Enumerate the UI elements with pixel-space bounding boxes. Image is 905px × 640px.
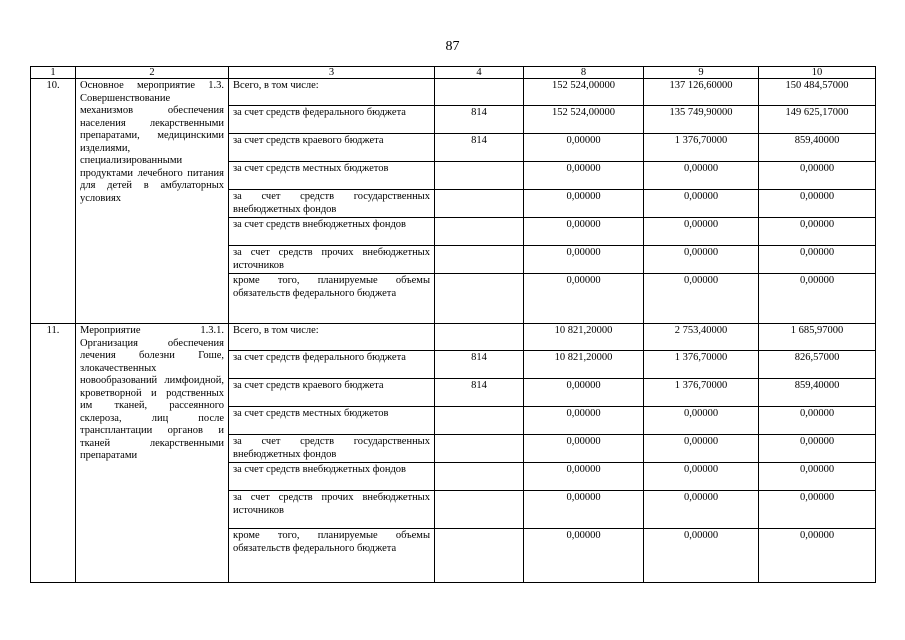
value-col-9: 0,00000 <box>644 218 759 246</box>
budget-code <box>435 162 524 190</box>
value-col-10: 0,00000 <box>759 407 876 435</box>
value-col-8: 10 821,20000 <box>524 324 644 351</box>
value-col-10: 1 685,97000 <box>759 324 876 351</box>
value-col-10: 0,00000 <box>759 491 876 529</box>
column-number: 1 <box>31 67 76 79</box>
budget-code <box>435 79 524 106</box>
value-col-8: 0,00000 <box>524 379 644 407</box>
value-col-9: 0,00000 <box>644 407 759 435</box>
budget-code <box>435 435 524 463</box>
funding-source: кроме того, планируемые объемы обязательств федерального бюджета <box>229 274 435 324</box>
value-col-9: 0,00000 <box>644 162 759 190</box>
column-number: 8 <box>524 67 644 79</box>
budget-code: 814 <box>435 134 524 162</box>
value-col-9: 0,00000 <box>644 435 759 463</box>
value-col-9: 0,00000 <box>644 529 759 583</box>
value-col-9: 0,00000 <box>644 463 759 491</box>
column-number: 10 <box>759 67 876 79</box>
value-col-8: 0,00000 <box>524 435 644 463</box>
budget-code <box>435 407 524 435</box>
table-row <box>31 79 876 106</box>
section-title: Мероприятие 1.3.1. Организация обеспечения лечения болезни Гоше, злокачественных новообразований лимфоидной, кроветворной и родственных им тканей, рассеянного склероза, лиц после трансплантации органов и тканей лекарственными препаратами <box>76 324 229 583</box>
budget-code: 814 <box>435 106 524 134</box>
value-col-10: 0,00000 <box>759 162 876 190</box>
funding-source: за счет средств местных бюджетов <box>229 407 435 435</box>
value-col-10: 826,57000 <box>759 351 876 379</box>
budget-code <box>435 529 524 583</box>
value-col-10: 0,00000 <box>759 190 876 218</box>
column-number: 9 <box>644 67 759 79</box>
value-col-9: 1 376,70000 <box>644 351 759 379</box>
value-col-9: 1 376,70000 <box>644 134 759 162</box>
budget-code <box>435 491 524 529</box>
value-col-10: 0,00000 <box>759 435 876 463</box>
value-col-8: 0,00000 <box>524 529 644 583</box>
value-col-9: 0,00000 <box>644 190 759 218</box>
value-col-10: 0,00000 <box>759 529 876 583</box>
funding-source: за счет средств местных бюджетов <box>229 162 435 190</box>
table-row <box>31 324 876 351</box>
value-col-8: 0,00000 <box>524 274 644 324</box>
budget-code <box>435 463 524 491</box>
funding-source: за счет средств прочих внебюджетных источников <box>229 491 435 529</box>
value-col-8: 0,00000 <box>524 190 644 218</box>
funding-source: Всего, в том числе: <box>229 79 435 106</box>
value-col-8: 0,00000 <box>524 407 644 435</box>
value-col-8: 10 821,20000 <box>524 351 644 379</box>
value-col-9: 1 376,70000 <box>644 379 759 407</box>
value-col-8: 0,00000 <box>524 218 644 246</box>
column-number: 4 <box>435 67 524 79</box>
funding-source: за счет средств государственных внебюджетных фондов <box>229 435 435 463</box>
funding-source: Всего, в том числе: <box>229 324 435 351</box>
value-col-10: 859,40000 <box>759 134 876 162</box>
page-number: 87 <box>445 39 460 54</box>
value-col-8: 152 524,00000 <box>524 79 644 106</box>
value-col-9: 0,00000 <box>644 246 759 274</box>
budget-code: 814 <box>435 351 524 379</box>
value-col-9: 0,00000 <box>644 491 759 529</box>
value-col-10: 150 484,57000 <box>759 79 876 106</box>
funding-source: за счет средств федерального бюджета <box>229 106 435 134</box>
funding-source: за счет средств краевого бюджета <box>229 379 435 407</box>
value-col-8: 0,00000 <box>524 134 644 162</box>
value-col-10: 0,00000 <box>759 218 876 246</box>
value-col-8: 152 524,00000 <box>524 106 644 134</box>
value-col-9: 137 126,60000 <box>644 79 759 106</box>
value-col-9: 0,00000 <box>644 274 759 324</box>
value-col-9: 135 749,90000 <box>644 106 759 134</box>
funding-source: за счет средств федерального бюджета <box>229 351 435 379</box>
value-col-10: 859,40000 <box>759 379 876 407</box>
budget-code <box>435 324 524 351</box>
section-number: 10. <box>31 79 76 324</box>
value-col-10: 0,00000 <box>759 274 876 324</box>
value-col-10: 0,00000 <box>759 463 876 491</box>
budget-code <box>435 274 524 324</box>
value-col-9: 2 753,40000 <box>644 324 759 351</box>
funding-source: за счет средств внебюджетных фондов <box>229 218 435 246</box>
section-title: Основное мероприятие 1.3. Совершенствование механизмов обеспечения населения лекарственными препаратами, медицинскими изделиями, специализированными продуктами лечебного питания для детей в амбулаторных условиях <box>76 79 229 324</box>
value-col-8: 0,00000 <box>524 491 644 529</box>
budget-table <box>30 66 876 583</box>
budget-code: 814 <box>435 379 524 407</box>
value-col-10: 149 625,17000 <box>759 106 876 134</box>
budget-code <box>435 190 524 218</box>
funding-source: за счет средств краевого бюджета <box>229 134 435 162</box>
value-col-10: 0,00000 <box>759 246 876 274</box>
value-col-8: 0,00000 <box>524 246 644 274</box>
value-col-8: 0,00000 <box>524 162 644 190</box>
funding-source: за счет средств государственных внебюджетных фондов <box>229 190 435 218</box>
funding-source: кроме того, планируемые объемы обязательств федерального бюджета <box>229 529 435 583</box>
budget-code <box>435 246 524 274</box>
budget-code <box>435 218 524 246</box>
section-number: 11. <box>31 324 76 583</box>
column-number: 3 <box>229 67 435 79</box>
funding-source: за счет средств прочих внебюджетных источников <box>229 246 435 274</box>
value-col-8: 0,00000 <box>524 463 644 491</box>
column-number: 2 <box>76 67 229 79</box>
funding-source: за счет средств внебюджетных фондов <box>229 463 435 491</box>
column-number-row <box>31 67 876 79</box>
